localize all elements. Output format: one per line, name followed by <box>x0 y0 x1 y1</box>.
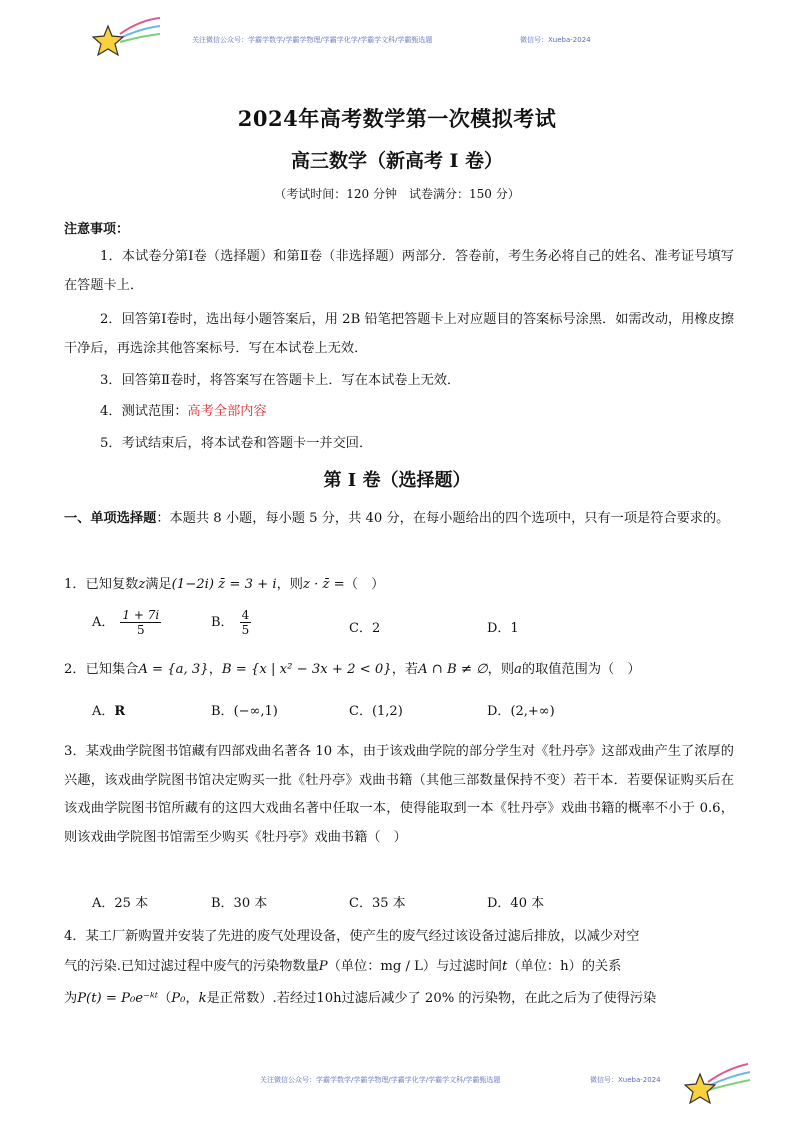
q4-text-i: 是正常数）.若经过 <box>206 991 317 1006</box>
q1-text-b: 满足 <box>145 577 172 592</box>
q4-formula: P(t) = P₀e⁻ᵏᵗ <box>77 991 159 1006</box>
q4-text-b: （单位： <box>327 959 381 974</box>
q2-option-d-value: (2,+∞) <box>510 704 555 719</box>
notice-item-5: 5．考试结束后，将本试卷和答题卡一并交回． <box>100 436 373 451</box>
q4-var-p: P <box>318 959 328 974</box>
q4-text-d: （单位： <box>507 959 561 974</box>
q2-option-d-label: D． <box>487 704 511 719</box>
q4-text-h: ， <box>185 991 199 1006</box>
q3-option-a[interactable]: A．25 本 <box>92 896 149 911</box>
q1-expression: z · z̄ = <box>302 577 345 592</box>
q1-text-a: 1．已知复数 <box>64 577 139 592</box>
q4-var-t: t <box>502 959 508 974</box>
notice-item-2: 2．回答第Ⅰ卷时，选出每小题答案后，用 2B 铅笔把答题卡上对应题目的答案标号涂黑．如需改动，用橡皮擦干净后，再选涂其他答案标号．写在本试卷上无效． <box>64 312 734 356</box>
question-4-line-2 <box>64 955 621 974</box>
q2-set-a: A = {a, 3} <box>138 662 209 677</box>
q1-option-a[interactable] <box>92 608 161 637</box>
notice-item-1: 1．本试卷分第Ⅰ卷（选择题）和第Ⅱ卷（非选择题）两部分．答卷前，考生务必将自己的姓名、准考证号填写在答题卡上． <box>64 249 734 293</box>
q2-condition: A ∩ B ≠ ∅ <box>418 662 488 677</box>
q1-option-b[interactable] <box>211 608 251 637</box>
q2-option-b-value: (−∞,1) <box>233 704 278 719</box>
q2-option-c-value: (1,2) <box>371 704 403 719</box>
q2-option-b-label: B． <box>211 704 234 719</box>
q4-var-k: k <box>198 991 207 1006</box>
q2-option-d[interactable] <box>487 700 555 719</box>
q4-hours: 10h <box>316 991 342 1006</box>
question-2-stem <box>64 658 641 677</box>
notice-item-4-prefix: 4．测试范围： <box>100 404 188 419</box>
footer-wechat: 微信号：Xueba-2024 <box>590 1076 661 1084</box>
q2-option-a-value: R <box>114 704 126 719</box>
q1-option-a-label: A． <box>92 615 115 630</box>
question-3-stem: 3．某戏曲学院图书馆藏有四部戏曲名著各 10 本，由于该戏曲学院的部分学生对《牡丹亭》这部戏曲产生了浓厚的兴趣，该戏曲学院图书馆决定购买一批《牡丹亭》戏曲书籍（其他三部数量保持不变）若干本．若要保证购买后在该戏曲学院图书馆所藏有的这四大戏曲名著中任取一本，使得能取到一本《牡丹亭》戏曲书籍的概率不小于 0.6，则该戏曲学院图书馆需至少购买《牡丹亭》戏曲书籍（ ） <box>64 744 734 845</box>
page-title: 2024年高考数学第一次模拟考试 <box>237 106 557 131</box>
q2-text-d: 的取值范围为（ ） <box>521 662 641 677</box>
page-subtitle: 高三数学（新高考 I 卷） <box>290 150 504 172</box>
q2-separator: ， <box>208 662 222 677</box>
exam-info: （考试时间：120 分钟 试卷满分：150 分） <box>274 187 520 201</box>
q1-condition: (1−2i) z̄ = 3 + i <box>171 577 277 592</box>
notice-item-4-value: 高考全部内容 <box>187 404 267 419</box>
question-4-line-3 <box>64 987 656 1006</box>
q1-option-b-fraction <box>240 608 252 637</box>
q1-option-a-denominator: 5 <box>136 623 145 637</box>
footer-star-logo <box>684 1062 754 1108</box>
q4-text-a: 气的污染.已知过滤过程中废气的污染物数量 <box>64 959 319 974</box>
footer-text: 关注微信公众号：学霸学数学/学霸学物理/学霸学化学/学霸学文科/学霸甄选题 <box>260 1076 501 1084</box>
section1-intro <box>64 504 734 533</box>
notice-label: 注意事项： <box>64 222 130 237</box>
q1-option-b-denominator: 5 <box>241 623 250 637</box>
q1-option-a-fraction <box>120 608 161 637</box>
q3-option-c[interactable]: C．35 本 <box>349 896 406 911</box>
q4-unit-h: h <box>560 959 569 974</box>
question-4-line-1: 4．某工厂新购置并安装了先进的废气处理设备，使产生的废气经过该设备过滤后排放，以减少对空 <box>64 929 640 944</box>
q3-option-b[interactable]: B．30 本 <box>211 896 268 911</box>
q2-option-a[interactable] <box>92 700 125 719</box>
q2-text-a: 2．已知集合 <box>64 662 139 677</box>
header-wechat: 微信号：Xueba-2024 <box>520 36 591 44</box>
section1-text: ：本题共 8 小题，每小题 5 分，共 40 分，在每小题给出的四个选项中，只有一项是符合要求的。 <box>156 511 730 526</box>
q2-set-b: B = {x | x² − 3x + 2 < 0} <box>221 662 392 677</box>
q1-text-d: （ ） <box>344 577 385 592</box>
q4-unit-mgl: mg / L <box>380 959 423 974</box>
header-star-logo <box>92 14 162 60</box>
q1-option-d[interactable]: D．1 <box>487 621 519 636</box>
q1-var-z: z <box>138 577 146 592</box>
question-1-stem <box>64 573 384 592</box>
q2-text-b: ，若 <box>391 662 419 677</box>
q2-option-a-label: A． <box>92 704 115 719</box>
section1-heading: 一、单项选择题 <box>64 511 157 526</box>
q4-text-c: ）与过滤时间 <box>422 959 503 974</box>
q4-text-e: ）的关系 <box>568 959 622 974</box>
q1-option-c[interactable]: C．2 <box>349 621 381 636</box>
q3-option-d[interactable]: D．40 本 <box>487 896 545 911</box>
q4-text-j: 过滤后减少了 20% 的污染物，在此之后为了使得污染 <box>341 991 657 1006</box>
q1-option-b-numerator: 4 <box>241 608 250 622</box>
part1-title: 第 I 卷（选择题） <box>323 470 471 491</box>
q2-var-a: a <box>514 662 522 677</box>
q4-text-f: 为 <box>64 991 78 1006</box>
q4-var-p0: P₀ <box>171 991 186 1006</box>
notice-item-4 <box>64 397 734 426</box>
q1-text-c: ，则 <box>276 577 303 592</box>
q2-text-c: ，则 <box>487 662 515 677</box>
q1-option-b-label: B． <box>211 615 234 630</box>
notice-item-3: 3．回答第Ⅱ卷时，将答案写在答题卡上．写在本试卷上无效． <box>100 373 461 388</box>
q2-option-b[interactable] <box>211 700 278 719</box>
q2-option-c-label: C． <box>349 704 372 719</box>
header-text: 关注微信公众号：学霸学数学/学霸学物理/学霸学化学/学霸学文科/学霸甄选题 <box>192 36 433 44</box>
q4-text-g: （ <box>158 991 172 1006</box>
q2-option-c[interactable] <box>349 700 403 719</box>
q1-option-a-numerator: 1 + 7i <box>122 608 160 622</box>
